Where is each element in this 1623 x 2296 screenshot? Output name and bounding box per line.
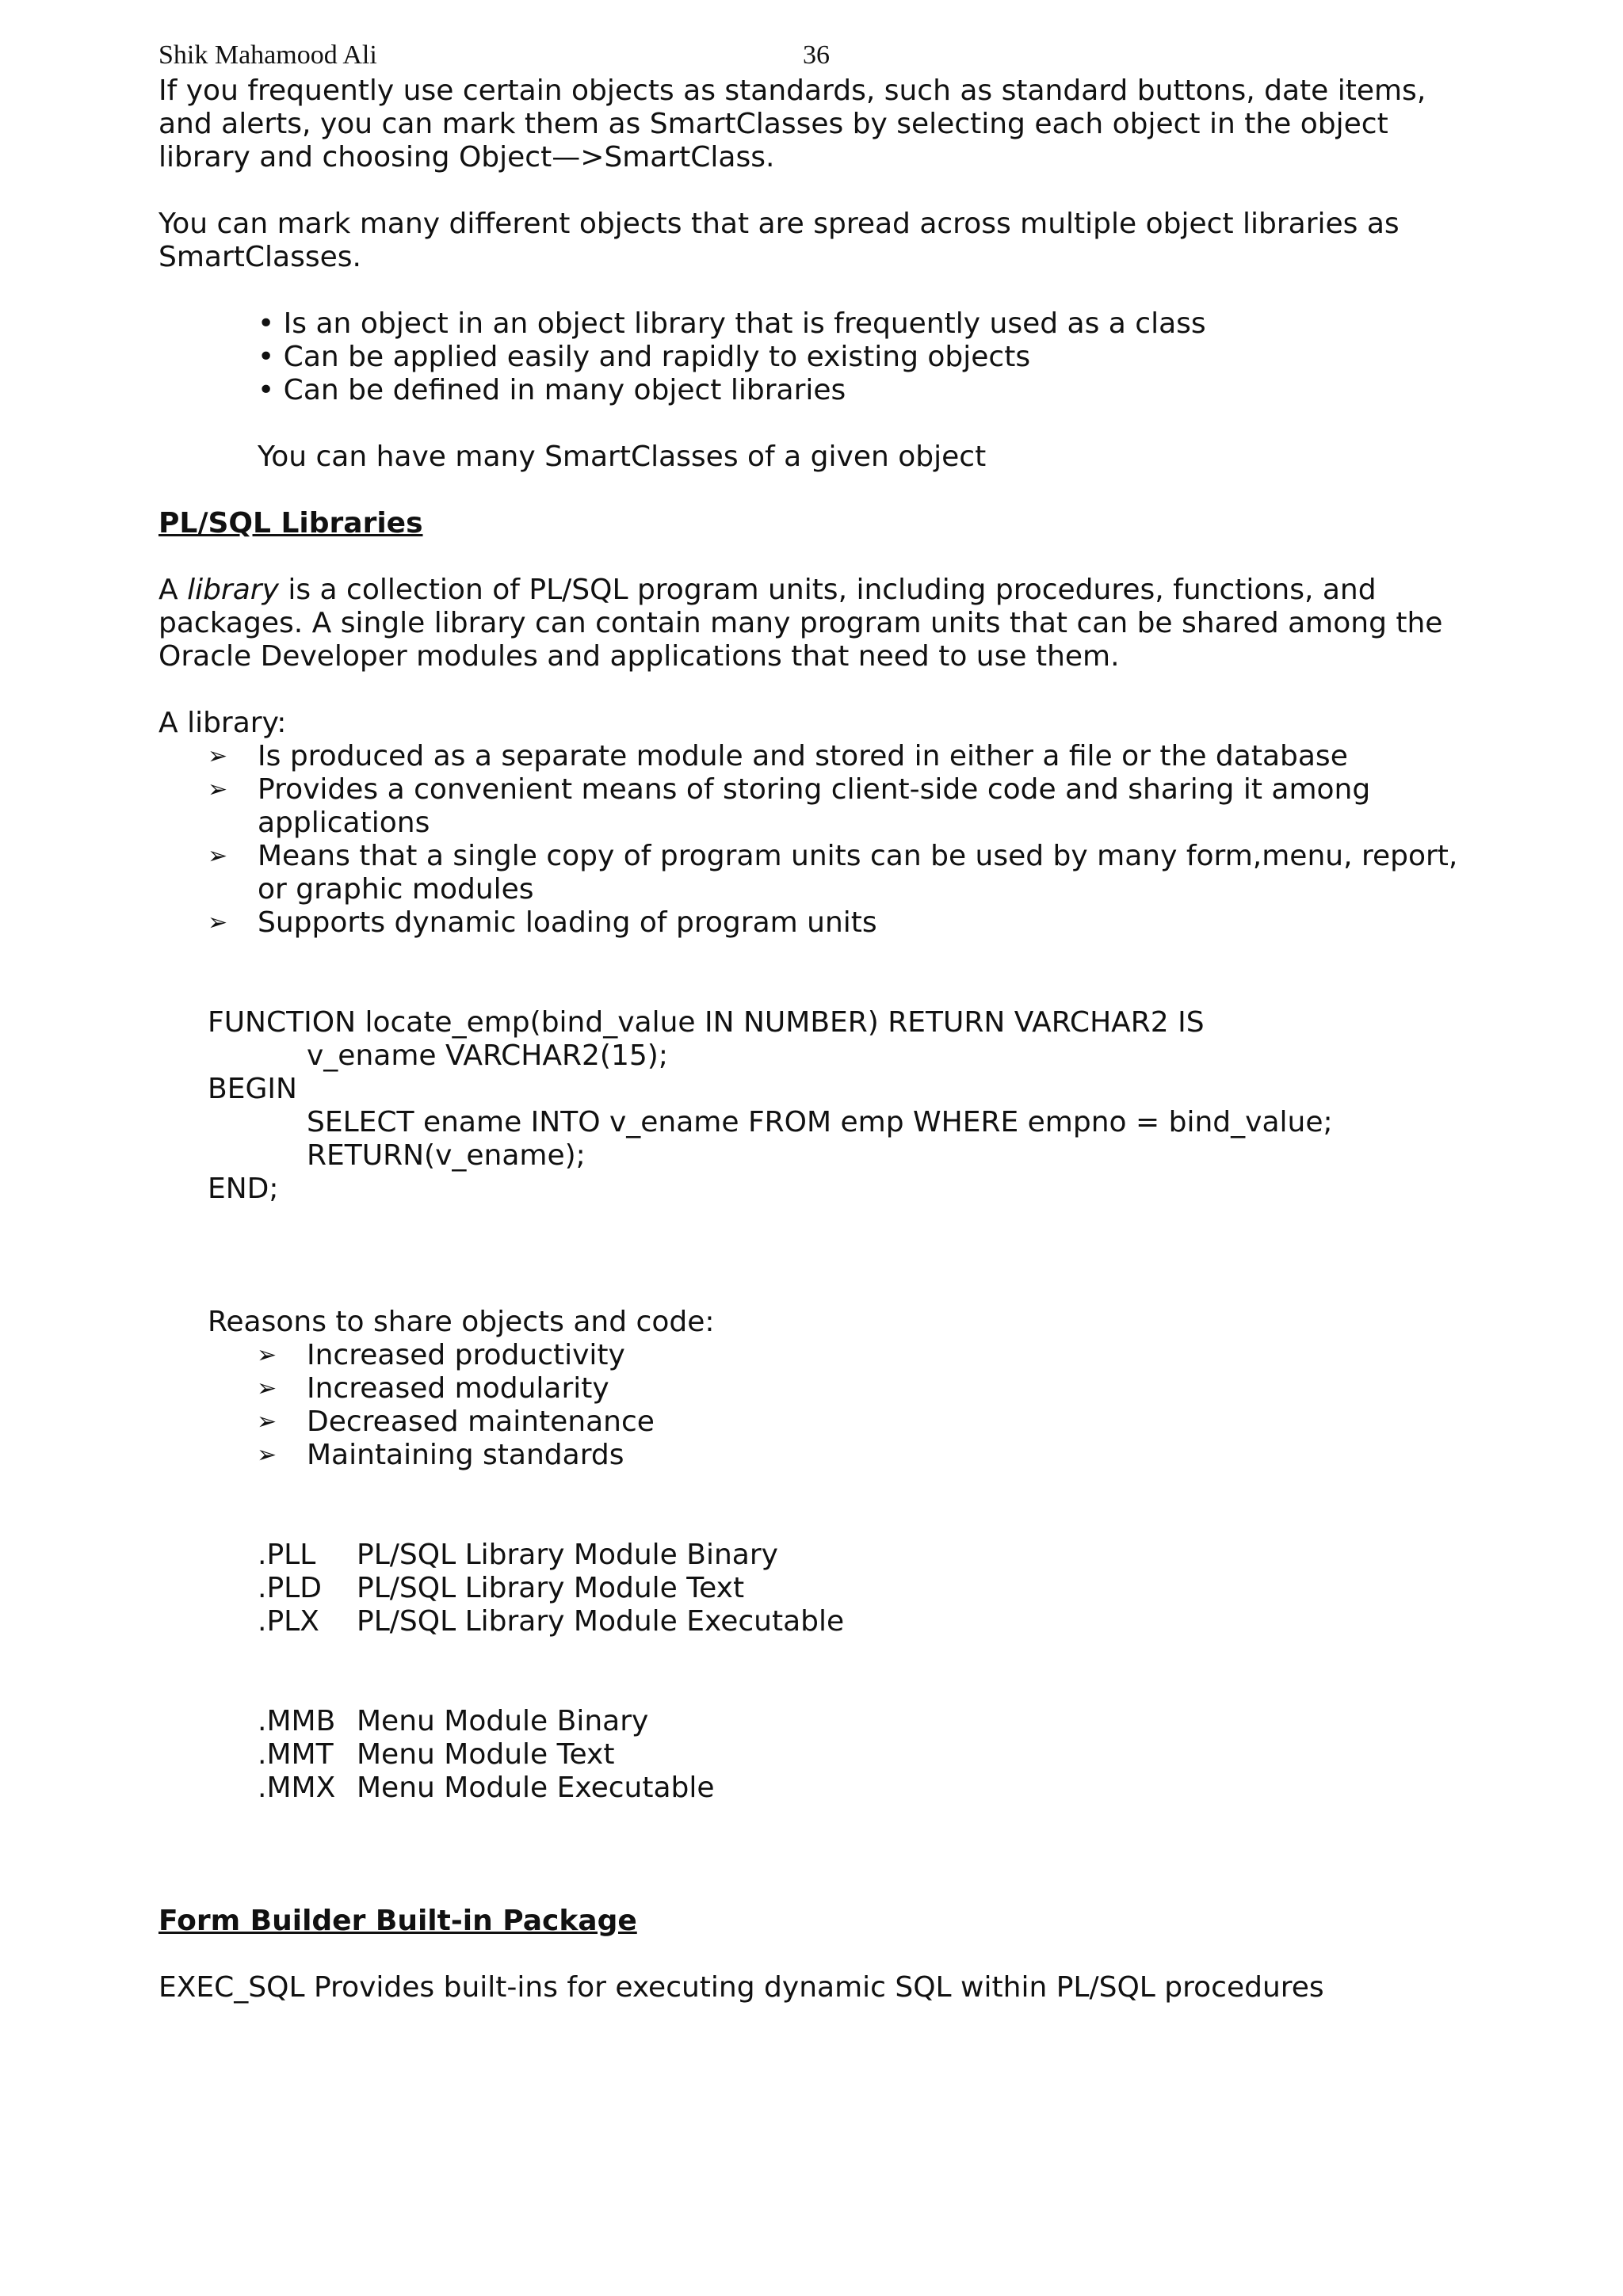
extension-row bbox=[258, 1572, 1474, 1605]
list-item bbox=[208, 1372, 1474, 1405]
list-item-text: Increased modularity bbox=[307, 1372, 609, 1405]
extension-code: .MMX bbox=[258, 1772, 336, 1804]
definition-prefix: A bbox=[158, 574, 188, 606]
definition-term: library bbox=[187, 574, 279, 606]
page-content bbox=[158, 74, 1474, 2004]
list-item-text: Is produced as a separate module and stored in either a file or the database bbox=[258, 740, 1348, 772]
extension-description: PL/SQL Library Module Binary bbox=[357, 1539, 778, 1571]
list-item-text: Means that a single copy of program units can be used by many form,menu, report, or graphic modules bbox=[258, 840, 1458, 906]
list-item bbox=[208, 1405, 1474, 1439]
list-item bbox=[208, 1339, 1474, 1372]
list-item-text: Decreased maintenance bbox=[307, 1405, 655, 1438]
list-item bbox=[208, 1439, 1474, 1472]
extension-code: .MMT bbox=[258, 1738, 334, 1771]
smartclass-paragraph: If you frequently use certain objects as standards, such as standard buttons, date items, and alerts, you can mark them as SmartClasses by selecting each object in the object library and choosing Object—>SmartClass. bbox=[158, 74, 1426, 174]
list-item bbox=[158, 773, 1474, 840]
code-line: RETURN(v_ename); bbox=[307, 1139, 586, 1172]
arrow-bullet-icon: ➢ bbox=[208, 842, 228, 870]
list-item bbox=[158, 840, 1474, 906]
library-feature-list bbox=[158, 740, 1474, 940]
page-number: 36 bbox=[803, 40, 830, 70]
extension-row bbox=[258, 1738, 1474, 1772]
code-sample bbox=[208, 1006, 1474, 1206]
reasons-section bbox=[208, 1306, 1474, 1472]
exec-sql-paragraph: EXEC_SQL Provides built-ins for executing dynamic SQL within PL/SQL procedures bbox=[158, 1971, 1324, 2004]
list-item-text: Increased productivity bbox=[307, 1339, 625, 1371]
library-list-intro: A library: bbox=[158, 707, 287, 739]
list-item-text: Supports dynamic loading of program units bbox=[258, 906, 877, 939]
extension-code: .PLL bbox=[258, 1539, 316, 1571]
plsql-libraries-heading: PL/SQL Libraries bbox=[158, 507, 423, 540]
list-item bbox=[158, 740, 1474, 773]
smartclass-note: You can have many SmartClasses of a given object bbox=[258, 441, 987, 473]
code-line: FUNCTION locate_emp(bind_value IN NUMBER) RETURN VARCHAR2 IS bbox=[208, 1006, 1205, 1039]
code-line: END; bbox=[208, 1173, 279, 1205]
bullet-item: • Can be defined in many object libraries bbox=[258, 374, 846, 406]
code-line: v_ename VARCHAR2(15); bbox=[307, 1039, 668, 1072]
extension-description: PL/SQL Library Module Executable bbox=[357, 1605, 845, 1638]
code-line: BEGIN bbox=[208, 1073, 297, 1105]
arrow-bullet-icon: ➢ bbox=[257, 1375, 277, 1402]
menu-extension-table bbox=[258, 1705, 1474, 1805]
page-header bbox=[158, 38, 1458, 73]
plsql-extension-table bbox=[258, 1539, 1474, 1638]
extension-row bbox=[258, 1539, 1474, 1572]
bullet-item: • Can be applied easily and rapidly to existing objects bbox=[258, 341, 1031, 373]
extension-description: Menu Module Binary bbox=[357, 1705, 649, 1737]
extension-row bbox=[258, 1605, 1474, 1638]
form-builder-heading: Form Builder Built-in Package bbox=[158, 1905, 637, 1937]
extension-code: .MMB bbox=[258, 1705, 336, 1737]
reasons-title: Reasons to share objects and code: bbox=[208, 1306, 715, 1338]
list-item-text: Provides a convenient means of storing client-side code and sharing it among applications bbox=[258, 773, 1371, 839]
arrow-bullet-icon: ➢ bbox=[208, 776, 228, 803]
list-item bbox=[158, 906, 1474, 940]
extension-description: PL/SQL Library Module Text bbox=[357, 1572, 745, 1604]
extension-description: Menu Module Executable bbox=[357, 1772, 715, 1804]
extension-code: .PLX bbox=[258, 1605, 319, 1638]
header-author: Shik Mahamood Ali bbox=[158, 40, 377, 70]
extension-description: Menu Module Text bbox=[357, 1738, 615, 1771]
arrow-bullet-icon: ➢ bbox=[257, 1341, 277, 1369]
reasons-list bbox=[208, 1339, 1474, 1472]
extension-row bbox=[258, 1705, 1474, 1738]
arrow-bullet-icon: ➢ bbox=[257, 1408, 277, 1436]
arrow-bullet-icon: ➢ bbox=[208, 742, 228, 770]
library-definition bbox=[158, 574, 1474, 673]
extension-row bbox=[258, 1772, 1474, 1805]
bullet-item: • Is an object in an object library that is frequently used as a class bbox=[258, 307, 1206, 340]
smartclass-multiple-paragraph: You can mark many different objects that are spread across multiple object libraries as SmartClasses. bbox=[158, 208, 1400, 273]
arrow-bullet-icon: ➢ bbox=[257, 1441, 277, 1469]
definition-text: is a collection of PL/SQL program units, including procedures, functions, and packages. A single library can contain many program units that can be shared among the Oracle Developer modules and applications that need to use them. bbox=[158, 574, 1443, 673]
code-line: SELECT ename INTO v_ename FROM emp WHERE empno = bind_value; bbox=[307, 1106, 1333, 1138]
smartclass-bullet-list bbox=[258, 307, 1474, 474]
extension-code: .PLD bbox=[258, 1572, 322, 1604]
arrow-bullet-icon: ➢ bbox=[208, 909, 228, 936]
list-item-text: Maintaining standards bbox=[307, 1439, 624, 1471]
